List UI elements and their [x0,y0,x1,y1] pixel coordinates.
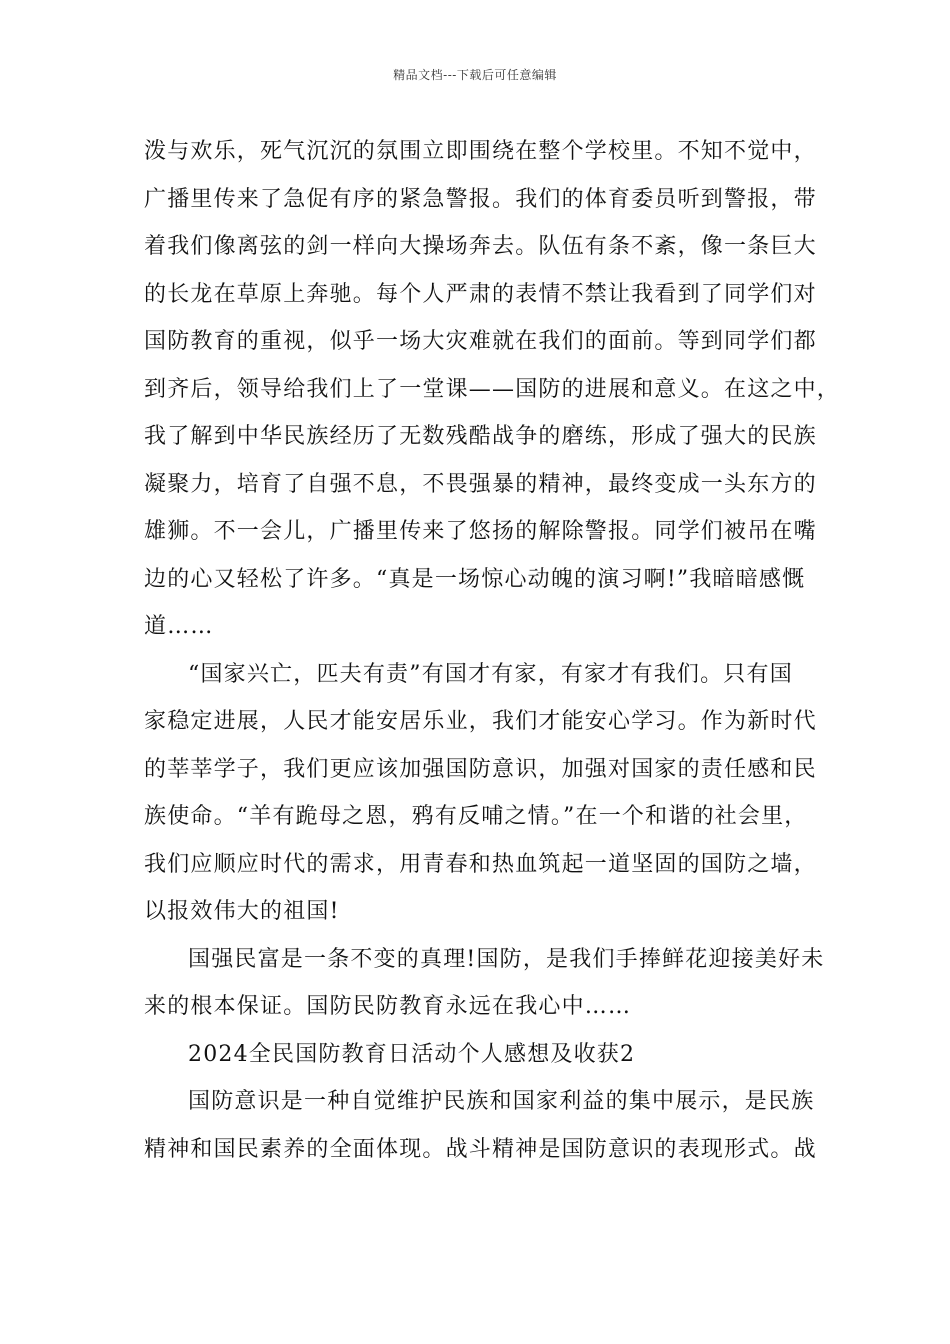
text-line: 我了解到中华民族经历了无数残酷战争的磨练，形成了强大的民族 [144,424,817,449]
text-line: 的长龙在草原上奔驰。每个人严肃的表情不禁让我看到了同学们对 [144,281,817,307]
text-line: 来的根本保证。国防民防教育永远在我心中…… [144,994,632,1019]
text-line: 到齐后，领导给我们上了一堂课——国防的进展和意义。在这之中， [144,376,841,402]
document-body [144,128,841,1173]
text-line: 着我们像离弦的剑一样向大操场奔去。队伍有条不紊，像一条巨大 [144,234,817,259]
text-line: 边的心又轻松了许多。“真是一场惊心动魄的演习啊!”我暗暗感慨 [144,566,806,592]
paragraph-start-line: “国家兴亡，匹夫有责”有国才有家，有家才有我们。只有国 [188,661,793,687]
text-line: 的莘莘学子，我们更应该加强国防意识，加强对国家的责任感和民 [144,756,817,782]
text-line: 我们应顺应时代的需求，用青春和热血筑起一道坚固的国防之墙， [144,851,817,877]
text-line: 精神和国民素养的全面体现。战斗精神是国防意识的表现形式。战 [144,1136,817,1162]
text-line: 泼与欢乐，死气沉沉的氛围立即围绕在整个学校里。不知不觉中， [144,139,817,164]
text-line: 雄狮。不一会儿，广播里传来了悠扬的解除警报。同学们被吊在嘴 [144,519,817,544]
paragraph-start-line: 国防意识是一种自觉维护民族和国家利益的集中展示，是民族 [188,1089,815,1114]
text-line: 道…… [144,614,214,639]
paragraph-start-line: 国强民富是一条不变的真理!国防，是我们手捧鲜花迎接美好未 [188,946,825,972]
section-heading: 2024全民国防教育日活动个人感想及收获2 [188,1041,636,1067]
text-line: 广播里传来了急促有序的紧急警报。我们的体育委员听到警报，带 [144,186,817,212]
text-line: 以报效伟大的祖国! [144,899,340,924]
text-line: 凝聚力，培育了自强不息，不畏强暴的精神，最终变成一头东方的 [144,471,817,497]
page-header: 精品文档---下载后可任意编辑 [393,68,557,82]
text-line: 族使命。“羊有跪母之恩，鸦有反哺之情。”在一个和谐的社会里， [144,804,808,829]
text-line: 家稳定进展，人民才能安居乐业，我们才能安心学习。作为新时代 [144,709,817,734]
text-line: 国防教育的重视，似乎一场大灾难就在我们的面前。等到同学们都 [144,329,817,354]
